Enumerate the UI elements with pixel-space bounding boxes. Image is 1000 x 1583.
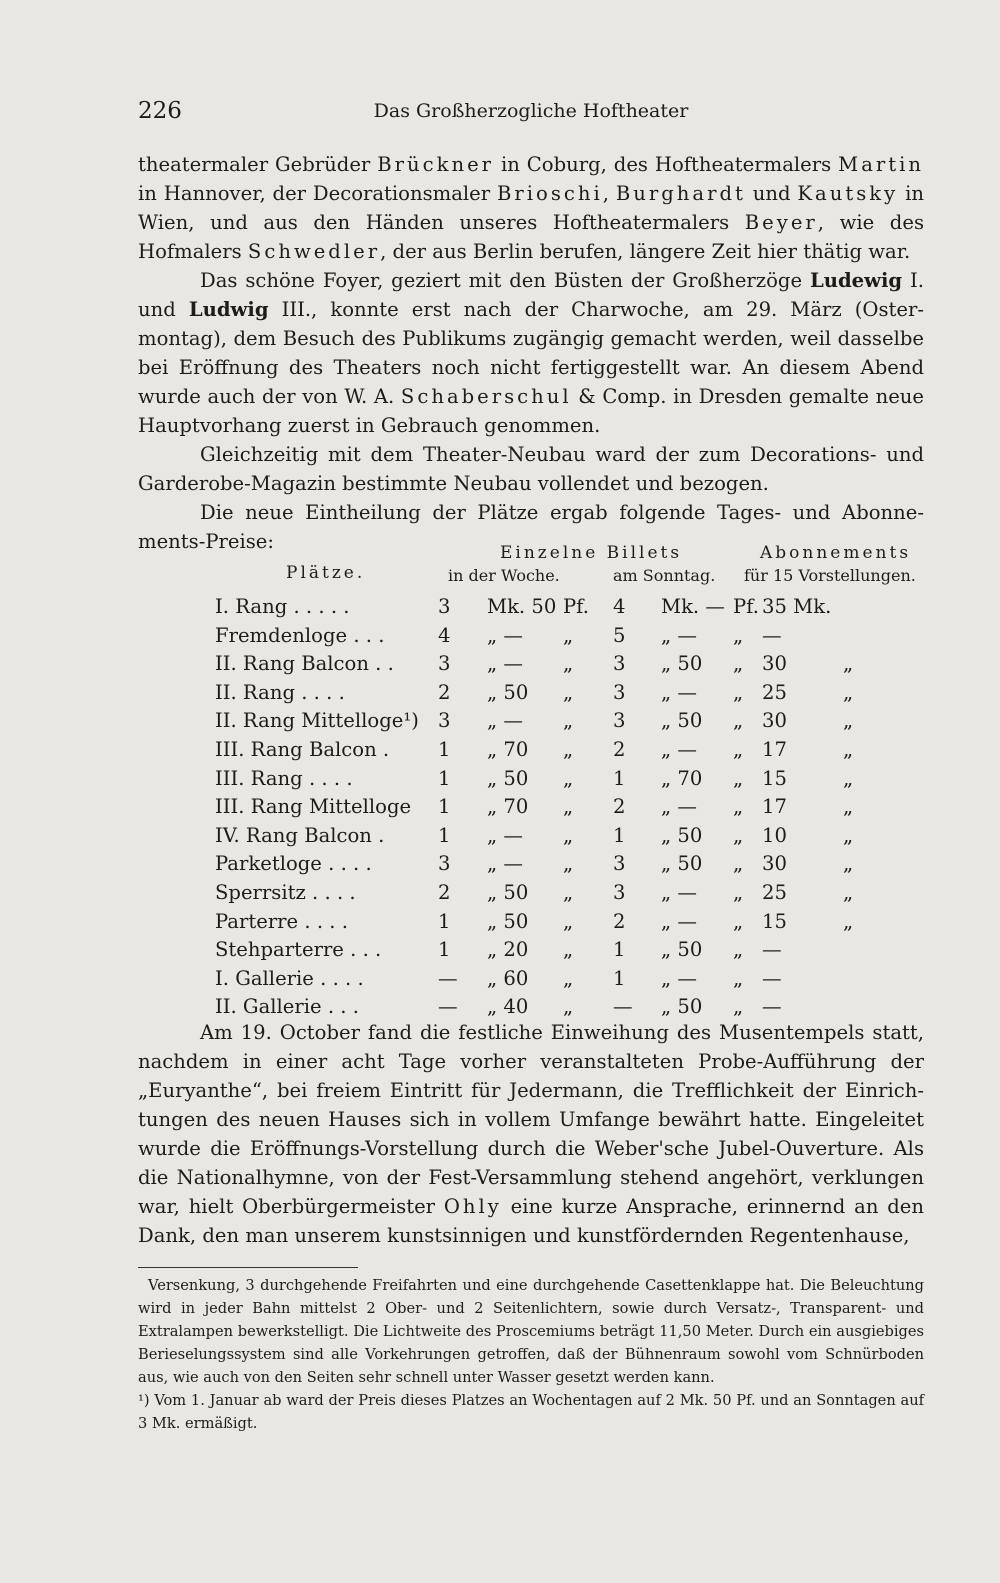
text-run: in Coburg, des Hoftheatermalers (494, 153, 839, 176)
sunday-unit-cell: „ (733, 852, 744, 876)
page-header (138, 98, 924, 132)
table-row (138, 879, 938, 907)
sunday-mark-cell: 2 (613, 795, 626, 819)
table-row (138, 936, 938, 964)
week-unit-cell: „ (563, 881, 574, 904)
sunday-pf-cell: „ 50 (661, 938, 703, 962)
sunday-unit-cell: „ (733, 881, 744, 904)
sunday-pf-cell: „ 50 (661, 652, 703, 676)
week-pf-cell: „ — (487, 852, 523, 876)
week-mark-cell: — (438, 966, 458, 990)
place-name-cell: Fremdenloge . . . (215, 623, 385, 647)
place-name-cell: IV. Rang Balcon . (215, 823, 385, 847)
abonnement-price-cell: 15 (762, 766, 787, 790)
week-unit-cell: „ (563, 623, 574, 647)
text-run: in Hannover, der Decorationsmaler (138, 182, 498, 205)
table-row (138, 650, 938, 678)
text-run: in Wien, und aus den Händen unseres Hoftheatermalers (138, 182, 924, 234)
abonnement-price-cell: 25 (762, 680, 787, 704)
sunday-mark-cell: 1 (613, 823, 626, 847)
text-run: , (602, 182, 616, 205)
sunday-pf-cell: „ — (661, 966, 697, 990)
body-text-upper (138, 150, 924, 556)
table-header-einzelne-billets: Einzelne Billets (500, 543, 683, 563)
sunday-unit-cell: „ (733, 766, 744, 790)
week-mark-cell: 3 (438, 595, 451, 618)
table-header-abonnements: Abonnements (760, 543, 912, 563)
sunday-mark-cell: 5 (613, 623, 626, 647)
week-mark-cell: 1 (438, 766, 451, 790)
table-row (138, 593, 938, 621)
text-run: theatermaler Gebrüder (138, 153, 378, 176)
text-run: , der aus Berlin berufen, längere Zeit hier thätig war. (380, 240, 911, 263)
week-unit-cell: „ (563, 823, 574, 847)
running-title: Das Großherzogliche Hoftheater (373, 100, 689, 122)
sunday-unit-cell: „ (733, 709, 744, 733)
week-mark-cell: 3 (438, 852, 451, 876)
table-row (138, 822, 938, 850)
week-mark-cell: 1 (438, 938, 451, 962)
text-run: Am 19. October fand die festliche Einweihung des Musentempels statt, nachdem in einer acht Tage vorher veranstalteten Probe-Aufführung der „Euryanthe“, bei freiem Eintritt für Jedermann, die Trefflichkeit der Einrich-tungen des neuen Hauses sich in vollem Umfange bewährt hatte. Eingeleitet wurde die Eröffnungs-Vorstellung durch die Weber'sche Jubel-Ouverture. Als die Nationalhymne, von der Fest-Versammlung stehend angehört, verklungen war, hielt Oberbürgermeister (138, 1021, 924, 1218)
sunday-pf-cell: „ — (661, 623, 697, 647)
week-mark-cell: — (438, 995, 458, 1019)
abonnement-unit-cell: „ (843, 766, 854, 790)
sunday-pf-cell: „ 50 (661, 823, 703, 847)
sunday-mark-cell: 3 (613, 852, 626, 876)
spaced-name: Schaberschul (400, 385, 572, 408)
spaced-name: Beyer (744, 211, 818, 234)
abonnement-price-cell: 30 (762, 652, 787, 676)
table-row (138, 965, 938, 993)
week-mark-cell: 1 (438, 738, 451, 761)
week-pf-cell: „ 50 (487, 766, 529, 790)
sunday-unit-cell: „ (733, 995, 744, 1019)
abonnement-price-cell: — (762, 938, 782, 962)
table-row (138, 793, 938, 821)
place-name-cell: II. Rang Balcon . . (215, 652, 394, 676)
abonnement-unit-cell: „ (843, 909, 854, 933)
week-pf-cell: „ — (487, 709, 523, 733)
sunday-pf-cell: „ — (661, 738, 697, 761)
abonnement-price-cell: 17 (762, 738, 787, 761)
week-pf-cell: Mk. 50 (487, 595, 557, 618)
sunday-pf-cell: „ 70 (661, 766, 703, 790)
abonnement-price-cell: 15 (762, 909, 787, 933)
table-row (138, 765, 938, 793)
week-unit-cell: „ (563, 795, 574, 819)
table-subheader-sonntag: am Sonntag. (613, 566, 716, 585)
text-run: Das schöne Foyer, geziert mit den Büsten der Großherzöge (200, 269, 810, 292)
body-text-lower (138, 1018, 924, 1250)
week-mark-cell: 1 (438, 909, 451, 933)
sunday-pf-cell: „ 50 (661, 852, 703, 876)
text-run: eine kurze Ansprache, erinnernd an den Dank, den man unserem kunstsinnigen und kunstfördernden Regentenhause, (138, 1195, 924, 1247)
sunday-mark-cell: — (613, 995, 633, 1019)
place-name-cell: II. Rang Mittelloge¹) (215, 709, 419, 733)
abonnement-price-cell: — (762, 623, 782, 647)
abonnement-price-cell: 35 Mk. (762, 595, 832, 618)
sunday-unit-cell: „ (733, 909, 744, 933)
week-unit-cell: „ (563, 909, 574, 933)
spaced-name: Martin (838, 153, 924, 176)
sunday-unit-cell: „ (733, 652, 744, 676)
text-run: I. und (138, 269, 924, 321)
abonnement-unit-cell: „ (843, 795, 854, 819)
week-pf-cell: „ 20 (487, 938, 529, 962)
paragraph-1 (138, 150, 924, 266)
paragraph-4: Die neue Eintheilung der Plätze ergab folgende Tages- und Abonne-ments-Preise: (138, 501, 924, 553)
abonnement-unit-cell: „ (843, 709, 854, 733)
place-name-cell: II. Gallerie . . . (215, 995, 359, 1019)
sunday-unit-cell: „ (733, 823, 744, 847)
week-pf-cell: „ — (487, 623, 523, 647)
table-header-plaetze: Plätze. (286, 563, 366, 583)
spaced-name: Brückner (377, 153, 495, 176)
place-name-cell: III. Rang . . . . (215, 766, 353, 790)
week-pf-cell: „ — (487, 823, 523, 847)
table-row (138, 736, 938, 764)
table-row (138, 707, 938, 735)
place-name-cell: I. Rang . . . . . (215, 595, 350, 618)
abonnement-price-cell: 25 (762, 881, 787, 904)
table-row (138, 850, 938, 878)
sunday-unit-cell: „ (733, 938, 744, 962)
sunday-mark-cell: 1 (613, 966, 626, 990)
table-subheader-vorstellungen: für 15 Vorstellungen. (744, 566, 916, 585)
week-unit-cell: „ (563, 652, 574, 676)
sunday-pf-cell: Mk. — (661, 595, 725, 618)
text-run: III., konnte erst nach der Charwoche, am 29. März (Oster-montag), dem Besuch des Publikums zugängig gemacht werden, weil dasselbe bei Eröffnung des Theaters noch nicht fertiggestellt war. An diesem Abend wurde auch der von W. A. (138, 298, 925, 408)
place-name-cell: III. Rang Balcon . (215, 738, 390, 761)
bold-name: Ludwig (188, 298, 269, 321)
week-unit-cell: „ (563, 738, 574, 761)
table-subheader-woche: in der Woche. (448, 566, 560, 585)
sunday-pf-cell: „ — (661, 680, 697, 704)
place-name-cell: II. Rang . . . . (215, 680, 345, 704)
week-mark-cell: 3 (438, 709, 451, 733)
week-unit-cell: „ (563, 995, 574, 1019)
sunday-mark-cell: 1 (613, 766, 626, 790)
sunday-pf-cell: „ — (661, 909, 697, 933)
sunday-mark-cell: 2 (613, 738, 626, 761)
sunday-pf-cell: „ 50 (661, 995, 703, 1019)
spaced-name: Ohly (443, 1195, 502, 1218)
abonnement-price-cell: — (762, 995, 782, 1019)
sunday-pf-cell: „ 50 (661, 709, 703, 733)
sunday-mark-cell: 3 (613, 881, 626, 904)
place-name-cell: Stehparterre . . . (215, 938, 382, 962)
abonnement-price-cell: 30 (762, 709, 787, 733)
week-pf-cell: „ 50 (487, 680, 529, 704)
week-mark-cell: 4 (438, 623, 451, 647)
abonnement-unit-cell: „ (843, 852, 854, 876)
sunday-pf-cell: „ — (661, 881, 697, 904)
week-unit-cell: Pf. (563, 595, 589, 618)
abonnement-unit-cell: „ (843, 881, 854, 904)
sunday-mark-cell: 4 (613, 595, 626, 618)
sunday-unit-cell: „ (733, 738, 744, 761)
footnote-rule (138, 1267, 358, 1268)
week-unit-cell: „ (563, 766, 574, 790)
week-unit-cell: „ (563, 938, 574, 962)
place-name-cell: Parterre . . . . (215, 909, 348, 933)
footnotes (138, 1274, 924, 1435)
table-row (138, 908, 938, 936)
paragraph-5 (138, 1018, 924, 1250)
week-unit-cell: „ (563, 852, 574, 876)
sunday-mark-cell: 1 (613, 938, 626, 962)
week-pf-cell: „ 70 (487, 738, 529, 761)
paragraph-3: Gleichzeitig mit dem Theater-Neubau ward der zum Decorations- und Garderobe-Magazin bestimmte Neubau vollendet und bezogen. (138, 443, 924, 495)
abonnement-unit-cell: „ (843, 680, 854, 704)
table-row (138, 622, 938, 650)
abonnement-unit-cell: „ (843, 652, 854, 676)
text-run: & Comp. in Dresden gemalte neue Hauptvorhang zuerst in Gebrauch genommen. (138, 385, 925, 437)
spaced-name: Brioschi (497, 182, 603, 205)
week-pf-cell: „ 60 (487, 966, 529, 990)
spaced-name: Kautsky (797, 182, 899, 205)
week-unit-cell: „ (563, 709, 574, 733)
sunday-mark-cell: 2 (613, 909, 626, 933)
paragraph-2 (138, 266, 924, 440)
sunday-unit-cell: „ (733, 795, 744, 819)
place-name-cell: Parketloge . . . . (215, 852, 372, 876)
sunday-mark-cell: 3 (613, 652, 626, 676)
sunday-pf-cell: „ — (661, 795, 697, 819)
week-unit-cell: „ (563, 680, 574, 704)
abonnement-price-cell: — (762, 966, 782, 990)
text-run: und (745, 182, 798, 205)
sunday-unit-cell: „ (733, 623, 744, 647)
week-pf-cell: „ 40 (487, 995, 529, 1019)
abonnement-price-cell: 30 (762, 852, 787, 876)
week-mark-cell: 1 (438, 823, 451, 847)
text-run: , wie des Hofmalers (138, 211, 924, 263)
abonnement-price-cell: 17 (762, 795, 787, 819)
abonnement-price-cell: 10 (762, 823, 787, 847)
spaced-name: Burghardt (615, 182, 746, 205)
week-mark-cell: 3 (438, 652, 451, 676)
sunday-mark-cell: 3 (613, 680, 626, 704)
week-unit-cell: „ (563, 966, 574, 990)
place-name-cell: Sperrsitz . . . . (215, 881, 356, 904)
place-name-cell: III. Rang Mittelloge (215, 795, 412, 819)
price-table (138, 543, 938, 1019)
spaced-name: Schwedler (247, 240, 381, 263)
week-mark-cell: 2 (438, 881, 451, 904)
abonnement-unit-cell: „ (843, 823, 854, 847)
week-pf-cell: „ 70 (487, 795, 529, 819)
footnote-1: ¹) Vom 1. Januar ab ward der Preis dieses Platzes an Wochentagen auf 2 Mk. 50 Pf. und an Sonntagen auf 3 Mk. ermäßigt. (138, 1392, 924, 1432)
week-pf-cell: „ 50 (487, 881, 529, 904)
sunday-unit-cell: „ (733, 680, 744, 704)
sunday-mark-cell: 3 (613, 709, 626, 733)
place-name-cell: I. Gallerie . . . . (215, 966, 364, 990)
week-mark-cell: 2 (438, 680, 451, 704)
sunday-unit-cell: Pf. (733, 595, 759, 618)
abonnement-unit-cell: „ (843, 738, 854, 761)
bold-name: Ludewig (809, 269, 903, 292)
sunday-unit-cell: „ (733, 966, 744, 990)
week-pf-cell: „ 50 (487, 909, 529, 933)
table-row (138, 679, 938, 707)
footnote-continuation: Versenkung, 3 durchgehende Freifahrten und eine durchgehende Casettenklappe hat. Die Beleuchtung wird in jeder Bahn mittelst 2 Ober- und 2 Seitenlichtern, sowie durch Versatz-, Transparent- und Extralampen bewerkstelligt. Die Lichtweite des Proscemiums beträgt 11,50 Meter. Durch ein ausgiebiges Berieselungssystem sind alle Vorkehrungen getroffen, daß der Bühnenraum sowohl vom Schnürboden aus, wie auch von den Seiten sehr schnell unter Wasser gesetzt werden kann. (138, 1277, 924, 1386)
week-mark-cell: 1 (438, 795, 451, 819)
week-pf-cell: „ — (487, 652, 523, 676)
page-number: 226 (138, 98, 182, 124)
